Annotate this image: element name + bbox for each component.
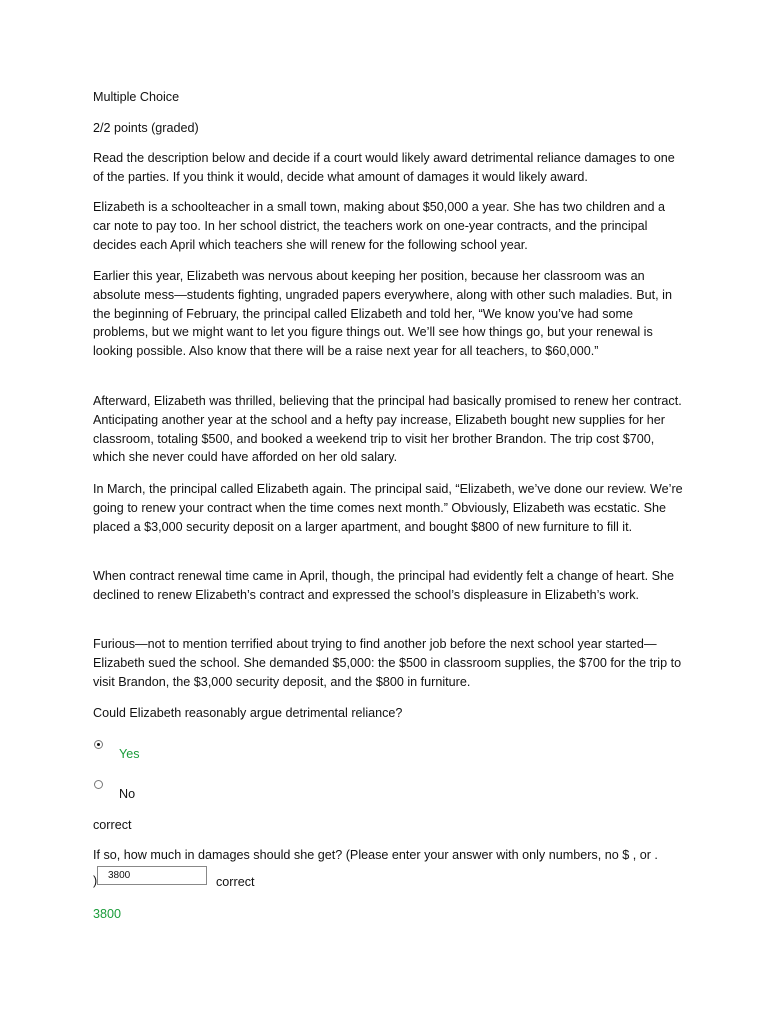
radio-yes-checked[interactable] [94, 740, 103, 749]
question-1-feedback: correct [93, 818, 132, 832]
story-paragraph-6: Furious—not to mention terrified about trying to find another job before the next school year started—Elizabeth sued the school. She demanded $5,000: the $500 in classroom supplies, the $700 for the trip to visit Brandon, the $3,000 security deposit, and the $800 in furniture. [93, 637, 682, 689]
story-paragraph-5: When contract renewal time came in April, though, the principal had evidently felt a change of heart. She declined to renew Elizabeth’s contract and expressed the school’s displeasure in Elizabeth’s work. [93, 569, 675, 602]
story-paragraph-2: Earlier this year, Elizabeth was nervous about keeping her position, because her classroom was an absolute mess—students fighting, ungraded papers everywhere, along with other such maladies. But, in the beginning of February, the principal called Elizabeth and told her, “We know you’ve had some problems, but we might want to let you figure things out. We’ll see how things go, but your renewal is looking possible. Also know that there will be a raise next year for all teachers, to $60,000.” [93, 269, 672, 359]
points-label: 2/2 points (graded) [93, 121, 199, 135]
question-2-prompt: If so, how much in damages should she get? (Please enter your answer with only numbers, no $ , or . [93, 848, 658, 862]
option-yes-label: Yes [119, 747, 140, 761]
story-paragraph-3: Afterward, Elizabeth was thrilled, believing that the principal had basically promised to renew her contract. Anticipating another year at the school and a hefty pay increase, Elizabeth bought new supplies for her classroom, totaling $500, and booked a weekend trip to visit her brother Brandon. The trip cost $700, which she never could have afforded on her old salary. [93, 394, 682, 465]
damages-answer-input[interactable] [97, 866, 207, 885]
section-title: Multiple Choice [93, 90, 180, 104]
instructions-paragraph: Read the description below and decide if a court would likely award detrimental reliance damages to one of the parties. If you think it would, decide what amount of damages it would likely award. [93, 151, 675, 184]
story-paragraph-4: In March, the principal called Elizabeth again. The principal said, “Elizabeth, we’ve done our review. We’re going to renew your contract when the time comes next month.” Obviously, Elizabeth was ecstatic. She placed a $3,000 security deposit on a larger apartment, and bought $800 of new furniture to fill it. [93, 482, 683, 534]
question-2-prefix: ) [93, 874, 98, 888]
option-yes[interactable] [94, 740, 140, 761]
option-no-label: No [119, 787, 136, 801]
option-no[interactable] [94, 780, 135, 801]
question-2-feedback: correct [216, 875, 255, 889]
radio-no[interactable] [94, 780, 103, 789]
correct-answer: 3800 [93, 907, 122, 921]
story-paragraph-1: Elizabeth is a schoolteacher in a small town, making about $50,000 a year. She has two children and a car note to pay too. In her school district, the teachers work on one-year contracts, and the principal decides each April which teachers she will renew for the following school year. [93, 200, 665, 252]
question-1-prompt: Could Elizabeth reasonably argue detrimental reliance? [93, 706, 403, 720]
